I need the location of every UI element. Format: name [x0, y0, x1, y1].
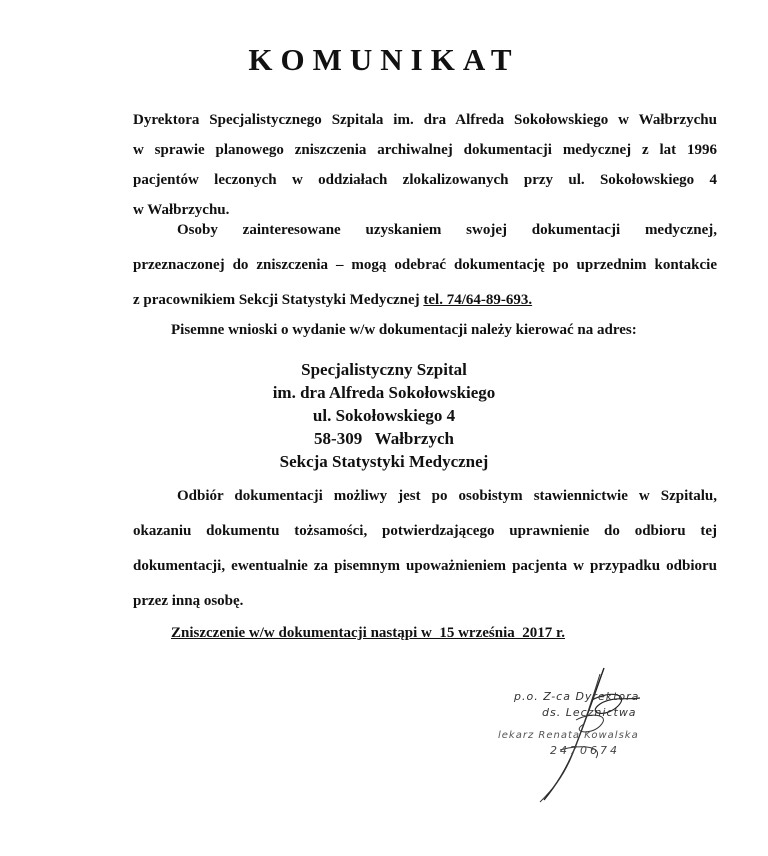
notice-line-1: Osoby zainteresowane uzyskaniem swojej dokumentacji medycznej,: [177, 222, 717, 238]
pickup-paragraph: [133, 479, 717, 619]
address-line-5: Sekcja Statystyki Medycznej: [279, 452, 489, 471]
address-line-2: im. dra Alfreda Sokołowskiego: [272, 383, 496, 402]
intro-line-4: w Wałbrzychu.: [133, 202, 230, 218]
destruction-paragraph: [133, 622, 717, 644]
address-block: [0, 358, 768, 473]
signature-number: 2470674: [550, 744, 620, 757]
intro-line-1: Dyrektora Specjalistycznego Szpitala im. dra Alfreda Sokołowskiego w Wałbrzychu: [133, 112, 717, 128]
address-line-3: ul. Sokołowskiego 4: [312, 406, 456, 425]
signature-stamp: [500, 660, 720, 810]
address-line-4: 58-309 Wałbrzych: [314, 429, 454, 448]
destruction-notice: Zniszczenie w/w dokumentacji nastąpi w 15 września 2017 r.: [171, 625, 566, 641]
notice-line-3-text: z pracownikiem Sekcji Statystyki Medycznej: [133, 292, 420, 308]
notice-paragraph: [133, 213, 717, 318]
signature-name: lekarz Renata Kowalska: [498, 730, 639, 741]
pickup-line-3: dokumentacji, ewentualnie za pisemnym upoważnieniem pacjenta w przypadku odbioru: [133, 558, 717, 574]
notice-line-3: [133, 283, 717, 318]
signature-title: p.o. Z-ca Dyrektora: [514, 690, 640, 703]
requests-paragraph: [133, 319, 717, 341]
pickup-line-2: okazaniu dokumentu tożsamości, potwierdzającego uprawnienie do odbioru tej: [133, 523, 717, 539]
intro-paragraph: [133, 105, 717, 225]
signature-subtitle: ds. Lecznictwa: [542, 706, 637, 719]
intro-line-2: w sprawie planowego zniszczenia archiwalnej dokumentacji medycznej z lat 1996: [133, 142, 717, 158]
notice-line-2: przeznaczonej do zniszczenia – mogą odebrać dokumentację po uprzednim kontakcie: [133, 257, 717, 273]
requests-text: Pisemne wnioski o wydanie w/w dokumentacji należy kierować na adres:: [171, 322, 637, 338]
destruction-line: [133, 622, 717, 644]
address-line-1: Specjalistyczny Szpital: [301, 360, 467, 379]
page-title: KOMUNIKAT: [248, 42, 520, 77]
pickup-line-1: Odbiór dokumentacji możliwy jest po osobistym stawiennictwie w Szpitalu,: [177, 488, 717, 504]
phone-number: tel. 74/64-89-693.: [423, 292, 533, 308]
pickup-line-4: przez inną osobę.: [133, 593, 244, 609]
intro-line-3: pacjentów leczonych w oddziałach zlokalizowanych przy ul. Sokołowskiego 4: [133, 172, 717, 188]
